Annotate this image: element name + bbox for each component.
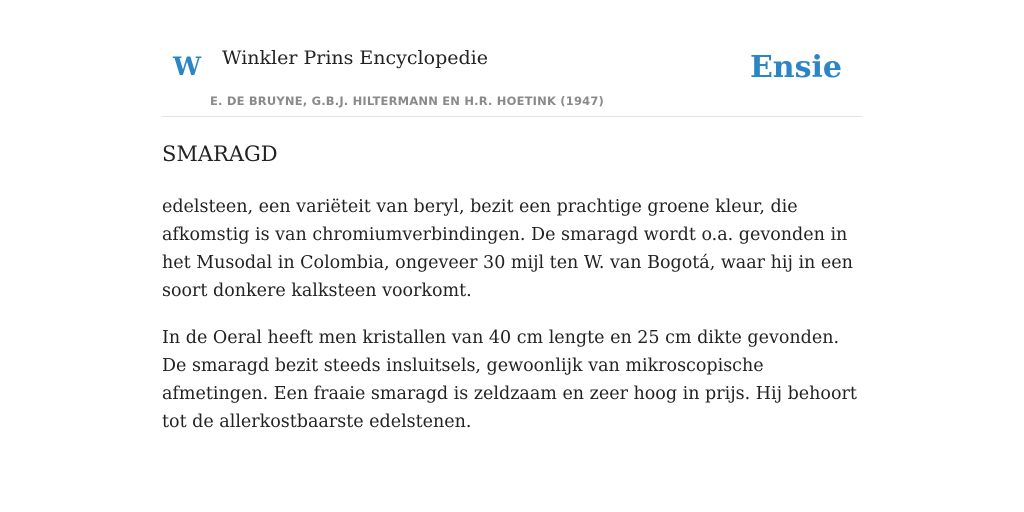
entry-paragraph-1: edelsteen, een variëteit van beryl, bezit een prachtige groene kleur, die afkomstig is van chromiumverbindingen. De smaragd wordt o.a. gevonden in het Musodal in Colombia, ongeveer 30 mijl ten W. van Bogotá, waar hij in een soort donkere kalksteen voorkomt. — [162, 197, 853, 301]
book-authors: E. DE BRUYNE, G.B.J. HILTERMANN EN H.R. HOETINK (1947) — [210, 94, 605, 108]
winkler-prins-logo[interactable]: W — [173, 52, 202, 81]
encyclopedia-header — [162, 40, 862, 117]
entry-paragraph-2: In de Oeral heeft men kristallen van 40 cm lengte en 25 cm dikte gevonden. De smaragd bezit steeds insluitsels, gewoonlijk van mikroscopische afmetingen. Een fraaie smaragd is zeldzaam en zeer hoog in prijs. Hij behoort tot de allerkostbaarste edelstenen. — [162, 328, 857, 432]
entry-title: SMARAGD — [162, 142, 278, 166]
book-title[interactable]: Winkler Prins Encyclopedie — [222, 47, 488, 69]
ensie-logo-link[interactable]: Ensie — [749, 50, 842, 85]
entry-content — [162, 193, 862, 455]
